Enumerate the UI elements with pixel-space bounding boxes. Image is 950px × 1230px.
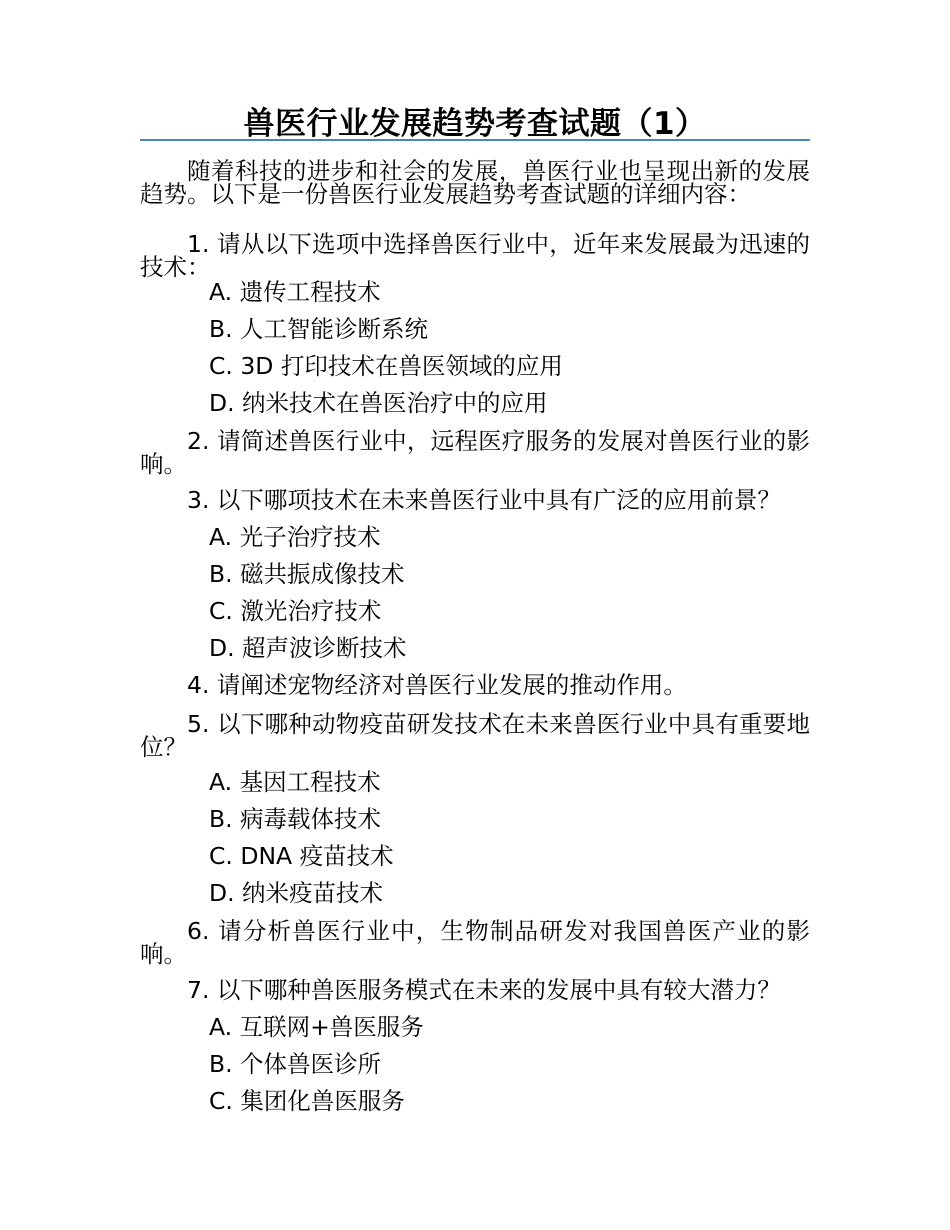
title-underline (140, 139, 810, 141)
question-5-option-a: A. 基因工程技术 (209, 768, 381, 796)
question-3-option-c: C. 激光治疗技术 (209, 597, 382, 625)
question-1-option-c: C. 3D 打印技术在兽医领域的应用 (209, 352, 563, 380)
question-5: 5. 以下哪种动物疫苗研发技术在未来兽医行业中具有重要地位？ (140, 710, 810, 761)
question-3-option-b: B. 磁共振成像技术 (209, 560, 405, 588)
question-5-option-b: B. 病毒载体技术 (209, 805, 382, 833)
question-5-option-c: C. DNA 疫苗技术 (209, 842, 394, 870)
page-title: 兽医行业发展趋势考查试题（1） (243, 106, 707, 142)
intro-paragraph: 随着科技的进步和社会的发展，兽医行业也呈现出新的发展趋势。以下是一份兽医行业发展趋势考查试题的详细内容： (140, 157, 810, 208)
question-7-option-c: C. 集团化兽医服务 (209, 1087, 405, 1115)
question-1-option-d: D. 纳米技术在兽医治疗中的应用 (209, 389, 548, 417)
question-3-option-a: A. 光子治疗技术 (209, 523, 381, 551)
question-2: 2. 请简述兽医行业中，远程医疗服务的发展对兽医行业的影响。 (140, 427, 810, 478)
question-1-option-a: A. 遗传工程技术 (209, 278, 381, 306)
question-4: 4. 请阐述宠物经济对兽医行业发展的推动作用。 (187, 671, 687, 699)
question-3: 3. 以下哪项技术在未来兽医行业中具有广泛的应用前景？ (187, 486, 781, 514)
question-6: 6. 请分析兽医行业中，生物制品研发对我国兽医产业的影响。 (140, 917, 810, 968)
question-1: 1. 请从以下选项中选择兽医行业中，近年来发展最为迅速的技术： (140, 230, 810, 281)
question-7-option-a: A. 互联网+兽医服务 (209, 1013, 424, 1041)
question-1-option-b: B. 人工智能诊断系统 (209, 315, 429, 343)
question-5-option-d: D. 纳米疫苗技术 (209, 879, 384, 907)
question-3-option-d: D. 超声波诊断技术 (209, 634, 407, 662)
question-7: 7. 以下哪种兽医服务模式在未来的发展中具有较大潜力？ (187, 976, 781, 1004)
question-7-option-b: B. 个体兽医诊所 (209, 1050, 382, 1078)
